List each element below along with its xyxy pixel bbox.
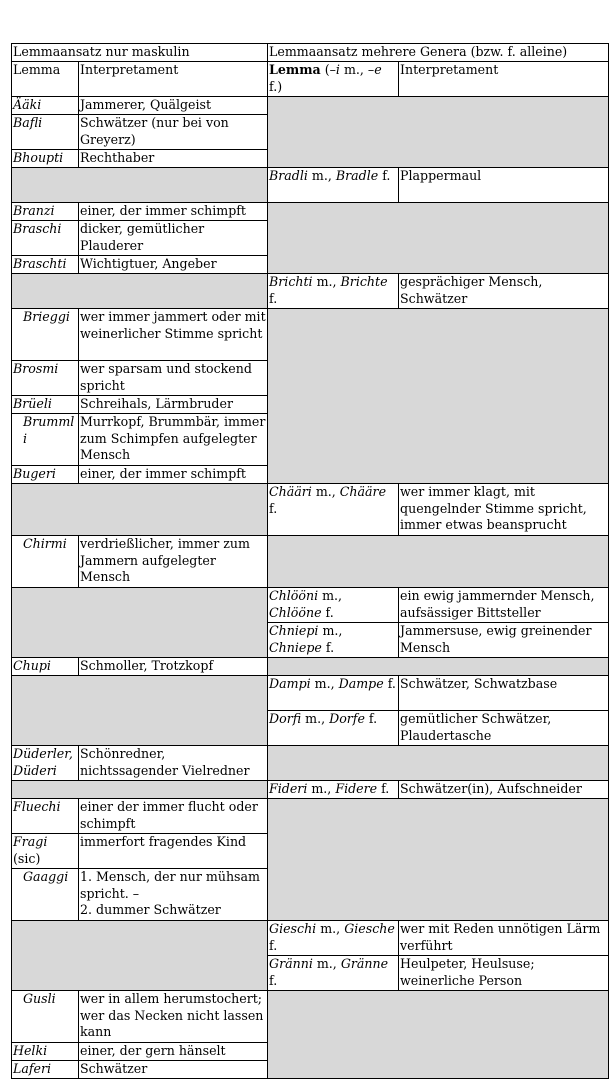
lexicon-table	[11, 43, 609, 1079]
table-row-lemma: Brummli	[12, 414, 79, 466]
table-row-lemma-multi: Chniepi m., Chniepe f.	[268, 623, 399, 658]
table-row-lemma: Chirmi	[12, 536, 79, 588]
table-row-interp: Schönredner, nichtssagender Vielredner	[79, 746, 268, 781]
table-row-interp-multi: Jammersuse, ewig greinender Mensch	[399, 623, 609, 658]
table-row-interp: wer in allem herumstochert; wer das Necken nicht lassen kann	[79, 991, 268, 1043]
col-lemma-multi: Lemma (–i m., –e f.)	[268, 62, 399, 97]
table-row-interp: Rechthaber	[79, 150, 268, 168]
table-row-lemma-multi: Bradli m., Bradle f.	[268, 168, 399, 203]
table-row-interp: Schwätzer	[79, 1061, 268, 1079]
table-row-lemma: Brüeli	[12, 396, 79, 414]
table-row-lemma: Laferi	[12, 1061, 79, 1079]
table-row-interp: einer, der immer schimpft	[79, 203, 268, 221]
table-row-lemma: Braschi	[12, 221, 79, 256]
col-interp-masc: Interpretament	[79, 62, 268, 97]
empty-cell	[268, 536, 609, 588]
table-row-lemma: Bafli	[12, 115, 79, 150]
empty-cell	[268, 97, 609, 168]
table-row-lemma-multi: Brichti m., Brichte f.	[268, 274, 399, 309]
table-row-lemma: Bhoupti	[12, 150, 79, 168]
table-row-lemma-multi: Chääri m., Chääre f.	[268, 484, 399, 536]
header-masculine: Lemmaansatz nur maskulin	[12, 44, 268, 62]
header-multi-genera: Lemmaansatz mehrere Genera (bzw. f. alleine)	[268, 44, 609, 62]
empty-cell	[12, 168, 268, 203]
table-row-lemma: Düderler, Düderi	[12, 746, 79, 781]
table-row-lemma-multi: Gieschi m., Giesche f.	[268, 921, 399, 956]
table-row-lemma: Gaaggi	[12, 869, 79, 921]
table-row-lemma: Chupi	[12, 658, 79, 676]
table-row-interp: Murrkopf, Brummbär, immer zum Schimpfen aufgelegter Mensch	[79, 414, 268, 466]
table-row-interp: wer immer jammert oder mit weinerlicher Stimme spricht	[79, 309, 268, 361]
table-row-interp-multi: wer mit Reden unnötigen Lärm verführt	[399, 921, 609, 956]
table-row-lemma: Helki	[12, 1043, 79, 1061]
table-row-interp-multi: Plappermaul	[399, 168, 609, 203]
table-row-interp-multi: wer immer klagt, mit quengelnder Stimme spricht, immer etwas beansprucht	[399, 484, 609, 536]
table-row-lemma: Bugeri	[12, 466, 79, 484]
empty-cell	[12, 921, 268, 991]
table-row-interp-multi: gemütlicher Schwätzer, Plaudertasche	[399, 711, 609, 746]
col-lemma-masc: Lemma	[12, 62, 79, 97]
table-row-interp-multi: Heulpeter, Heulsuse; weinerliche Person	[399, 956, 609, 991]
table-row-lemma-multi: Fideri m., Fidere f.	[268, 781, 399, 799]
empty-cell	[12, 274, 268, 309]
table-row-interp: Schwätzer (nur bei von Greyerz)	[79, 115, 268, 150]
table-row-interp: einer, der immer schimpft	[79, 466, 268, 484]
empty-cell	[268, 799, 609, 921]
table-row-lemma-multi: Dorfi m., Dorfe f.	[268, 711, 399, 746]
table-row-interp: 1. Mensch, der nur mühsam spricht. – 2. dummer Schwätzer	[79, 869, 268, 921]
table-row-interp: Schreihals, Lärmbruder	[79, 396, 268, 414]
empty-cell	[268, 309, 609, 484]
table-row-lemma: Branzi	[12, 203, 79, 221]
table-row-lemma: Brieggi	[12, 309, 79, 361]
table-row-lemma: Fluechi	[12, 799, 79, 834]
table-row-interp: Wichtigtuer, Angeber	[79, 256, 268, 274]
table-row-interp-multi: Schwätzer, Schwatzbase	[399, 676, 609, 711]
table-row-lemma-multi: Dampi m., Dampe f.	[268, 676, 399, 711]
table-row-lemma: Gusli	[12, 991, 79, 1043]
col-interp-multi: Interpretament	[399, 62, 609, 97]
table-row-interp: immerfort fragendes Kind	[79, 834, 268, 869]
table-row-lemma: Braschti	[12, 256, 79, 274]
empty-cell	[12, 484, 268, 536]
table-row-interp-multi: Schwätzer(in), Aufschneider	[399, 781, 609, 799]
empty-cell	[12, 676, 268, 746]
empty-cell	[12, 781, 268, 799]
empty-cell	[268, 991, 609, 1079]
table-row-interp: dicker, gemütlicher Plauderer	[79, 221, 268, 256]
empty-cell	[268, 746, 609, 781]
table-row-lemma: Ääki	[12, 97, 79, 115]
table-row-lemma-multi: Gränni m., Gränne f.	[268, 956, 399, 991]
table-row-lemma: Brosmi	[12, 361, 79, 396]
table-row-interp: verdrießlicher, immer zum Jammern aufgelegter Mensch	[79, 536, 268, 588]
table-row-interp-multi: gesprächiger Mensch, Schwätzer	[399, 274, 609, 309]
table-row-interp: Schmoller, Trotzkopf	[79, 658, 268, 676]
table-row-interp: einer, der gern hänselt	[79, 1043, 268, 1061]
table-row-interp: Jammerer, Quälgeist	[79, 97, 268, 115]
empty-cell	[12, 588, 268, 658]
table-row-interp: wer sparsam und stockend spricht	[79, 361, 268, 396]
table-row-lemma-multi: Chlööni m., Chlööne f.	[268, 588, 399, 623]
table-row-interp: einer der immer flucht oder schimpft	[79, 799, 268, 834]
table-row-interp-multi: ein ewig jammernder Mensch, aufsässiger Bittsteller	[399, 588, 609, 623]
table-row-lemma: Fragi (sic)	[12, 834, 79, 869]
empty-cell	[268, 658, 609, 676]
empty-cell	[268, 203, 609, 274]
